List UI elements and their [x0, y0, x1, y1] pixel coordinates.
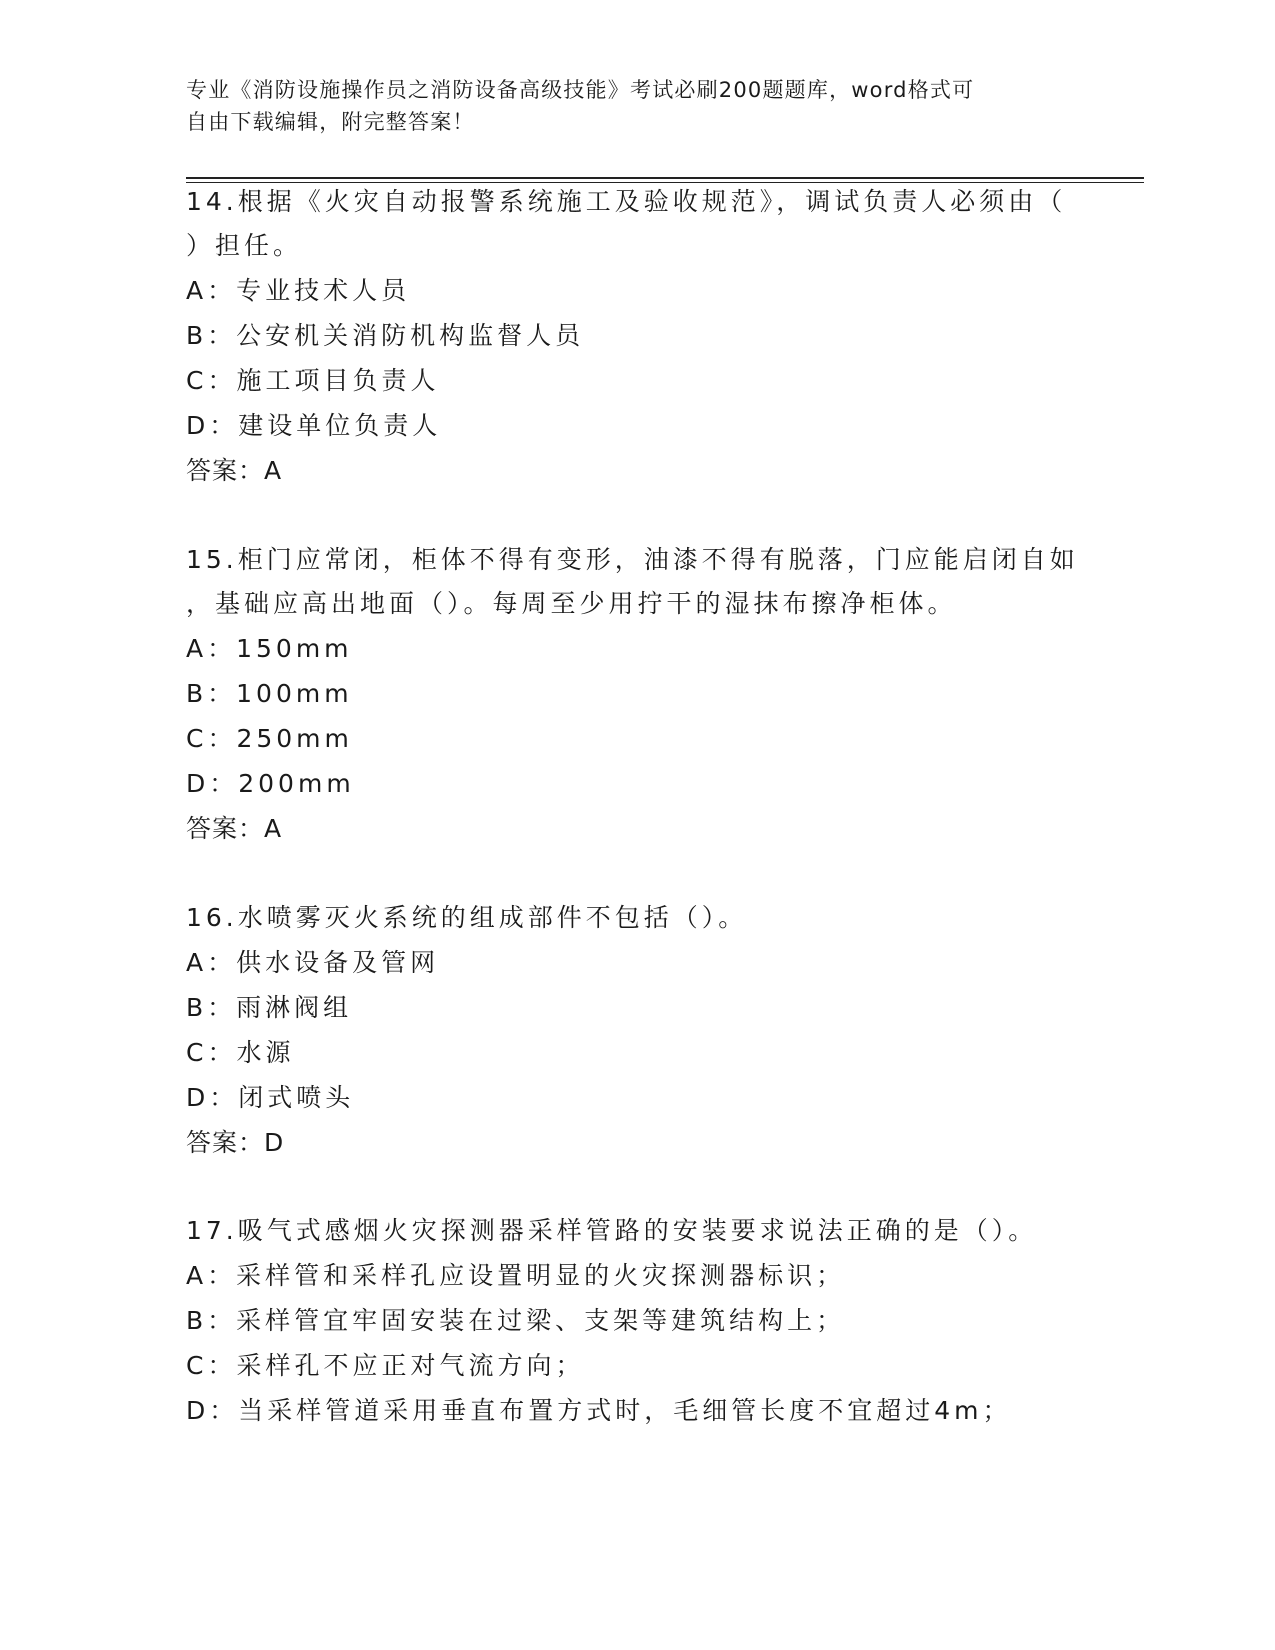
option-b: B：采样管宜牢固安装在过梁、支架等建筑结构上；: [186, 1306, 846, 1335]
option-b: B：雨淋阀组: [186, 993, 353, 1022]
answer-text: 答案：A: [186, 814, 283, 843]
option-c: C：采样孔不应正对气流方向；: [186, 1351, 585, 1380]
option-d: D：200mm: [186, 769, 355, 798]
option-c: C：水源: [186, 1038, 295, 1067]
header-line-2: 自由下载编辑，附完整答案！: [186, 110, 475, 134]
option-b: B：公安机关消防机构监督人员: [186, 321, 585, 350]
option-a: A：专业技术人员: [186, 276, 411, 305]
header-divider-thick: [186, 177, 1144, 179]
question-17: [186, 1209, 1086, 1433]
answer-text: 答案：D: [186, 1128, 285, 1157]
option-d: D：建设单位负责人: [186, 411, 442, 440]
answer-text: 答案：A: [186, 456, 283, 485]
option-c: C：250mm: [186, 724, 353, 753]
question-stem-line-1: 14.根据《火灾自动报警系统施工及验收规范》，调试负责人必须由（: [186, 187, 1067, 216]
question-14: [186, 180, 1086, 493]
option-b: B：100mm: [186, 679, 353, 708]
header-line-1: 专业《消防设施操作员之消防设备高级技能》考试必刷200题题库，word格式可: [186, 78, 975, 102]
question-stem-line-2: ）担任。: [186, 231, 303, 260]
document-header: [186, 74, 1066, 138]
option-a: A：采样管和采样孔应设置明显的火灾探测器标识；: [186, 1261, 846, 1290]
option-d: D：当采样管道采用垂直布置方式时，毛细管长度不宜超过4m；: [186, 1396, 1012, 1425]
question-stem-line-1: 17.吸气式感烟火灾探测器采样管路的安装要求说法正确的是（）。: [186, 1216, 1038, 1245]
option-d: D：闭式喷头: [186, 1083, 355, 1112]
option-a: A：150mm: [186, 634, 353, 663]
question-16: [186, 896, 1086, 1165]
option-c: C：施工项目负责人: [186, 366, 440, 395]
question-15: [186, 538, 1086, 851]
question-stem-line-1: 16.水喷雾灭火系统的组成部件不包括（）。: [186, 903, 748, 932]
question-stem-line-1: 15.柜门应常闭，柜体不得有变形，油漆不得有脱落，门应能启闭自如: [186, 545, 1079, 574]
question-stem-line-2: ，基础应高出地面（）。每周至少用拧干的湿抹布擦净柜体。: [186, 589, 957, 618]
option-a: A：供水设备及管网: [186, 948, 440, 977]
